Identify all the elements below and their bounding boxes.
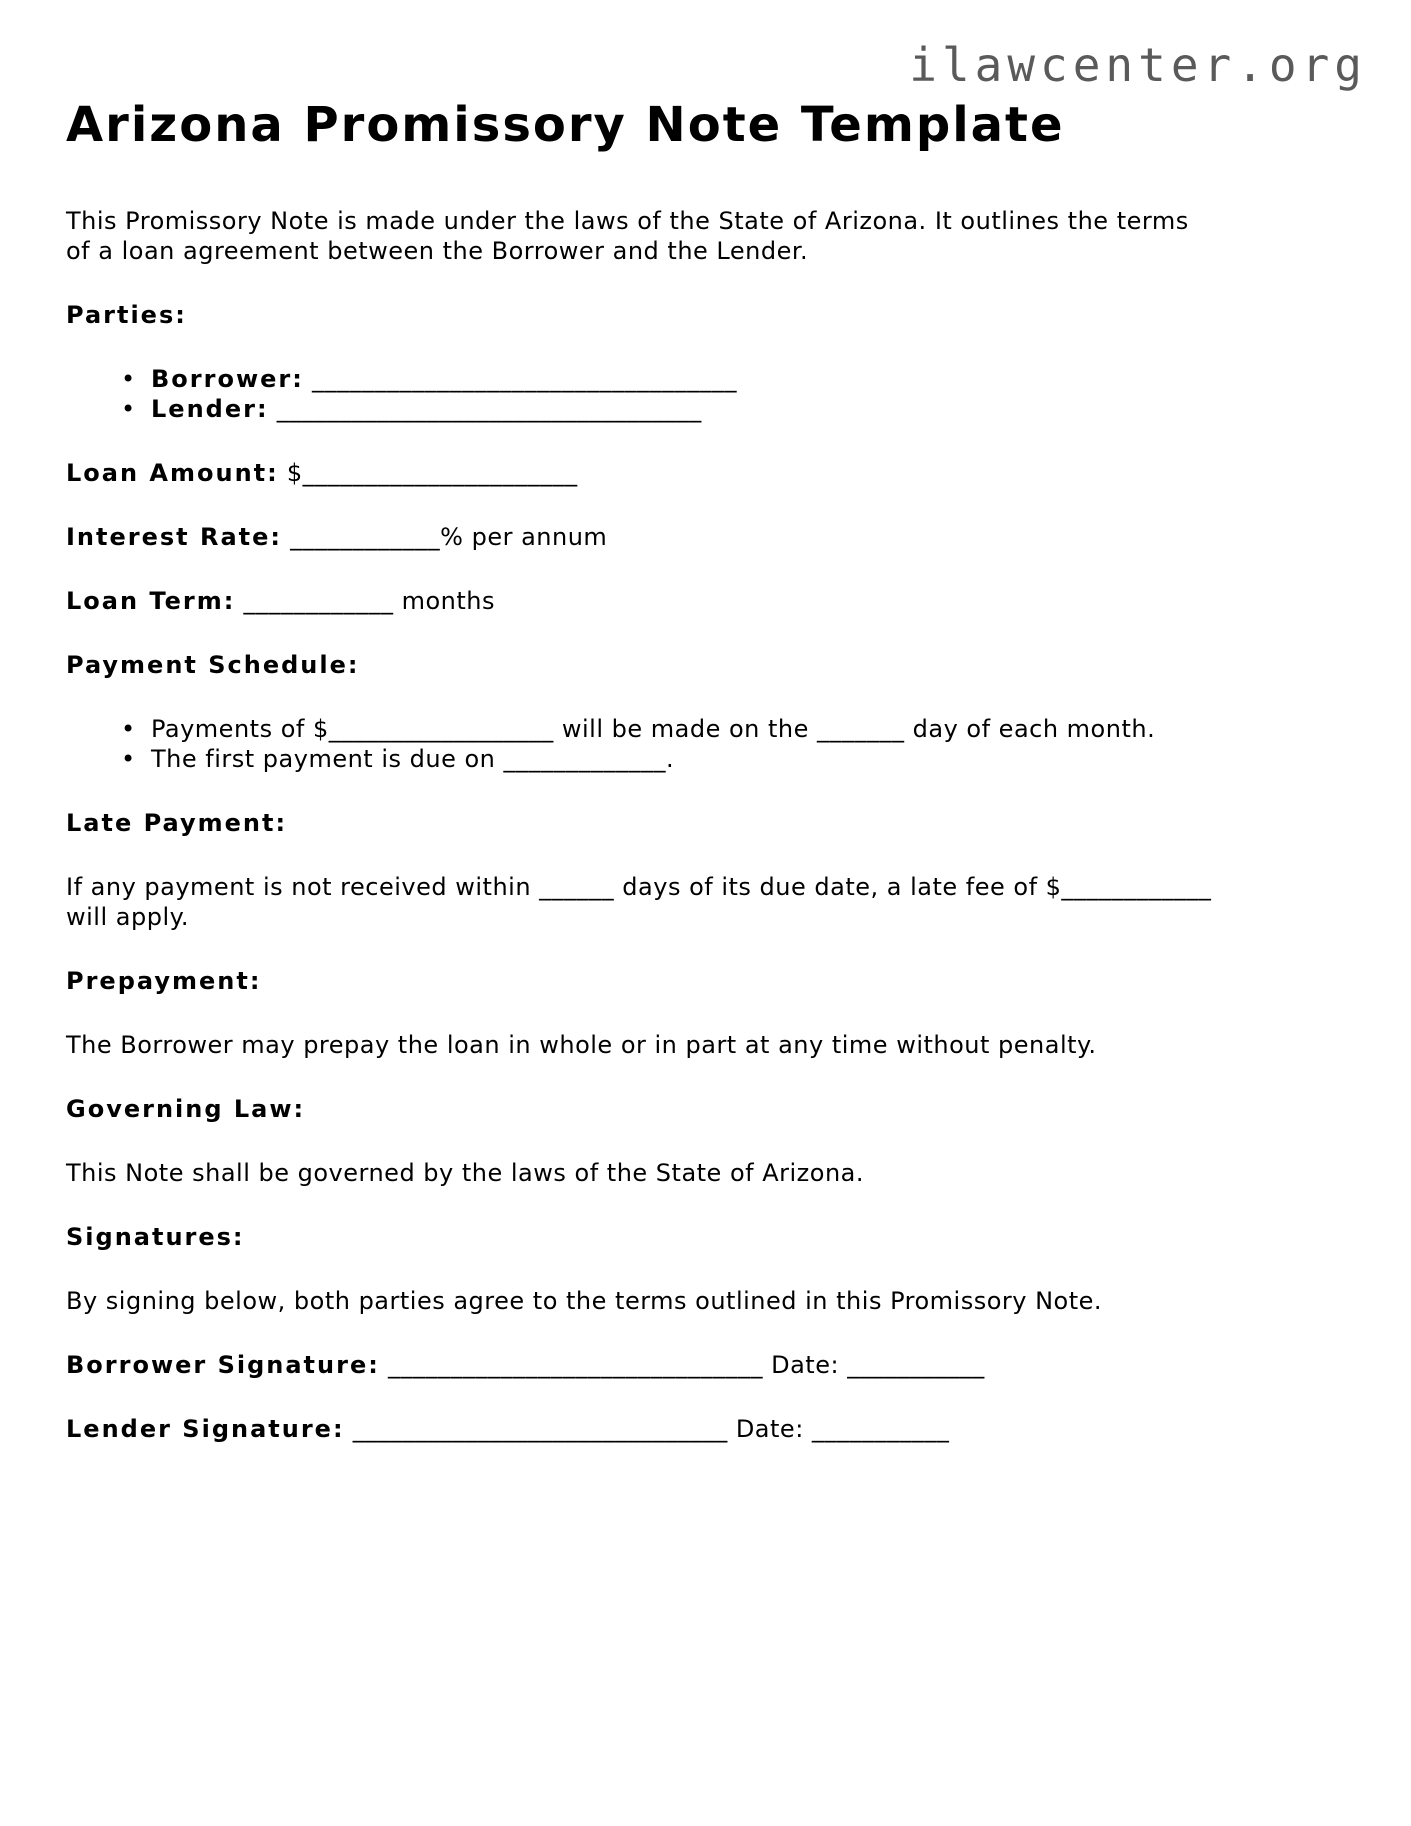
late-payment-paragraph: If any payment is not received within ______ days of its due date, a late fee of $____________ will apply. <box>66 873 1212 931</box>
section-heading-payment-schedule: Payment Schedule: <box>66 651 360 679</box>
borrower-blank-line: __________________________________ <box>311 365 737 393</box>
list-item-lender <box>151 394 1345 424</box>
section-heading-prepayment: Prepayment: <box>66 967 262 995</box>
loan-amount-blank-line: $______________________ <box>286 459 578 487</box>
signatures-paragraph: By signing below, both parties agree to the terms outlined in this Promissory Note. <box>66 1287 1103 1315</box>
lender-date-blank-line: ___________ <box>811 1415 950 1443</box>
interest-rate-label: Interest Rate: <box>66 523 283 551</box>
prepayment-paragraph: The Borrower may prepay the loan in whole or in part at any time without penalty. <box>66 1031 1097 1059</box>
borrower-label: Borrower: <box>151 365 304 393</box>
borrower-signature-blank-line: ______________________________ <box>387 1351 763 1379</box>
borrower-signature-line <box>66 1350 1345 1380</box>
interest-rate-blank-line: ____________% per annum <box>290 523 608 551</box>
section-heading-governing-law: Governing Law: <box>66 1095 306 1123</box>
lender-label: Lender: <box>151 395 269 423</box>
list-item-payment-amount: • Payments of $__________________ will be made on the _______ day of each month. <box>151 714 1345 744</box>
loan-amount-label: Loan Amount: <box>66 459 279 487</box>
lender-blank-line: __________________________________ <box>276 395 702 423</box>
parties-list <box>66 364 1345 424</box>
loan-term-line <box>66 586 1345 616</box>
borrower-date-label: Date: <box>771 1351 840 1379</box>
list-item-borrower <box>151 364 1345 394</box>
borrower-date-blank-line: ___________ <box>847 1351 985 1379</box>
lender-signature-line <box>66 1414 1345 1444</box>
loan-term-label: Loan Term: <box>66 587 236 615</box>
document-title: Arizona Promissory Note Template <box>66 97 1065 153</box>
section-heading-signatures: Signatures: <box>66 1223 245 1251</box>
section-heading-late-payment: Late Payment: <box>66 809 288 837</box>
interest-rate-line <box>66 522 1345 552</box>
borrower-signature-label: Borrower Signature: <box>66 1351 380 1379</box>
lender-date-label: Date: <box>735 1415 804 1443</box>
intro-paragraph: This Promissory Note is made under the laws of the State of Arizona. It outlines the terms of a loan agreement between the Borrower and the Lender. <box>66 207 1189 265</box>
section-heading-parties: Parties: <box>66 301 187 329</box>
loan-term-blank-line: ____________ months <box>243 587 495 615</box>
list-item-first-payment: • The first payment is due on _____________. <box>151 744 1345 774</box>
watermark-site-name: ilawcenter.org <box>909 38 1367 92</box>
payment-schedule-list <box>66 714 1345 774</box>
loan-amount-line <box>66 458 1345 488</box>
lender-signature-label: Lender Signature: <box>66 1415 345 1443</box>
lender-signature-blank-line: ______________________________ <box>352 1415 728 1443</box>
governing-law-paragraph: This Note shall be governed by the laws of the State of Arizona. <box>66 1159 864 1187</box>
